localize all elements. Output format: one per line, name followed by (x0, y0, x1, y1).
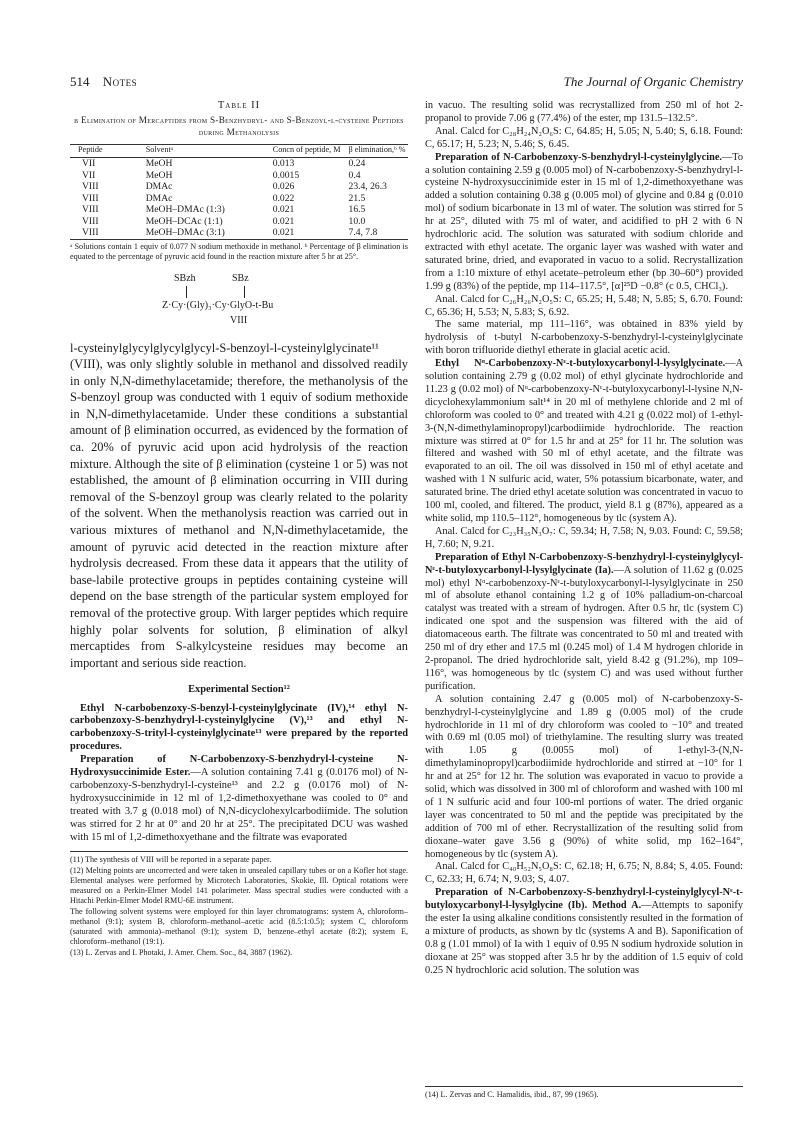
footnote-rule (425, 1086, 743, 1087)
right-column (425, 100, 743, 978)
paragraph: Anal. Calcd for C₂₆H₂₆N₂O₅S: C, 65.25; H, 5.48; N, 5.85; S, 6.70. Found: C, 65.36; H, 5.53; N, 5.83; S, 6.92. (425, 293, 743, 318)
cell: 0.013 (272, 158, 295, 169)
cell: 0.021 (272, 215, 295, 227)
cell: VII (82, 158, 96, 169)
paragraph (425, 358, 743, 526)
procedure-text: —A solution of 11.62 g (0.025 mol) ethyl Nᵅ-carbobenzoxy-Nᵋ-t-butyloxycarbonyl-l-lysylglycinate in 250 ml of absolute ethanol containing 1.2 g of 10% palladium-on-charcoal catalyst was treated with a stream of hydrogen. After 0.5 hr, tlc (system C) indicated one spot and the suspension was filtered with the aid of diatomaceous earth. The filtrate was concentrated to 50 ml and treated with 250 ml of dry ether and 17.5 ml (0.245 mol) of 1.4 M hydrogen chloride in 2-propanol. The dried hydrochloride salt, yield 8.42 g (91.2%), mp 109–116°, was homogeneous by tlc (system C) and was used without further purification. (425, 564, 744, 692)
bond-line (244, 286, 245, 298)
paragraph: in vacuo. The resulting solid was recrystallized from 250 ml of hot 2-propanol to provide 7.06 g (77.4%) of the ester, mp 131.5–132.5°. (425, 100, 743, 124)
experimental-text (70, 703, 408, 845)
paragraph: Anal. Calcd for C₂₈H₂₄N₂O₆S: C, 64.85; H, 5.05; N, 5.40; S, 6.18. Found: C, 65.17; H, 5.23; N, 5.46; S, 6.45. (425, 125, 743, 150)
table-header-row (70, 145, 408, 158)
footnote: (13) L. Zervas and I. Photaki, J. Amer. Chem. Soc., 84, 3887 (1962). (70, 947, 293, 957)
paragraph: A solution containing 2.47 g (0.005 mol) of N-carbobenzoxy-S-benzhydryl-l-cysteinylglycine and 1.89 g (0.005 mol) of the crude hydrochloride in 11 ml of dry chloroform was cooled to −10° and treated with 0.69 ml (0.05 mol) of triethylamine. The resulting slurry was treated with 1.05 g (0.0055 mol) of 1-ethyl-3-(N,N-dimethylaminopropyl)carbodiimide hydrochloride and stirred at −10° for 1 hr and at 25° for 12 hr. The solution was evaporated in vacuo to provide a solid, which was dissolved in 300 ml of chloroform and washed with 100 ml of 1 N sulfuric acid and four 100-ml portions of water. The dried organic layer was concentrated to 50 ml and the peptide was precipitated by the addition of 700 ml of ether. Recrystallization of the resulting solid from dioxane–water gave 3.56 g (90%) of white solid, mp 162–164°, homogeneous by tlc (system A). (425, 693, 743, 860)
cell: MeOH (145, 169, 173, 181)
cell: 0.021 (272, 204, 295, 215)
chemical-structure (70, 272, 408, 334)
cell: DMAc (145, 192, 173, 204)
cell: 0.24 (348, 158, 366, 169)
structure-formula: Z·Cy·(Gly)₃·Cy·GlyO-t-Bu (162, 299, 274, 311)
journal-name: The Journal of Organic Chemistry (563, 74, 743, 89)
cell: 0.021 (272, 227, 295, 238)
section-name: Notes (102, 74, 138, 89)
procedure-title: Ethyl Nᵅ-Carbobenzoxy-Nᵋ-t-butyloxycarbonyl-l-lysylglycinate. (435, 358, 726, 370)
cell: VIII (82, 215, 99, 227)
cell: MeOH (145, 158, 173, 169)
paragraph: Anal. Calcd for C₂₃H₃₅N₃O₇: C, 59.34; H, 7.58; N, 9.03. Found: C, 59.58; H, 7.60; N, 9.21. (425, 525, 743, 550)
table-caption (70, 100, 408, 138)
procedure-title: Preparation of Ethyl N-Carbobenzoxy-S-benzhydryl-l-cysteinylglycyl-Nᵋ-t-butyloxycarbonyl-l-lysylglycinate (Ia). (425, 551, 743, 576)
footnote: The following solvent systems were employed for thin layer chromatograms: system A, chloroform–methanol (9:1); system B, chloroform–methanol–acetic acid (8.5:1:0.5); system C, chloroform (saturated with ammonia)–methanol (9:1); system D, benzene–ethyl acetate (8:2); system E, chloroform–methanol (19:1). (70, 906, 408, 946)
paragraph (425, 152, 743, 294)
table-row (70, 193, 408, 205)
cell: MeOH–DCAc (1:1) (145, 215, 223, 227)
procedure-text: —To a solution containing 2.59 g (0.005 mol) of N-carbobenzoxy-S-benzhydryl-l-cysteine N-hydroxysuccinimide ester in 15 ml of 1,2-dimethoxyethane was added a solution containing 0.38 g (0.005 mol) of glycine and 0.84 g (0.010 mol) of sodium bicarbonate in 13 ml of water. The solution was stirred for 5 hr at 25°, diluted with 75 ml of water, and acidified to pH 2 with 6 N hydrochloric acid. The solution was saturated with sodium chloride and extracted with ethyl acetate. The organic layer was washed with water and saturated brine, dried, and evaporated in vacuo to a solid. Recrystallization from a 1:10 mixture of ethyl acetate–petroleum ether (bp 30–60°) provided 1.99 g (83%) of the peptide, mp 114–117.5°, [α]²⁵D −0.8° (c 0.5, CHCl₃). (425, 151, 743, 292)
paragraph (70, 754, 408, 844)
data-table (70, 144, 408, 240)
cell: 23.4, 26.3 (348, 181, 387, 192)
cell: VIII (82, 192, 99, 204)
col-header: Peptide (78, 145, 103, 154)
table-row (70, 181, 408, 193)
cell: 0.022 (272, 192, 295, 204)
col-header: β elimination,ᵇ % (348, 145, 406, 154)
cell: VIII (82, 181, 99, 192)
structure-substituent: SBz (232, 272, 249, 284)
paragraph (425, 887, 743, 977)
col-header: Solventᵃ (145, 145, 173, 154)
table-row (70, 227, 408, 239)
structure-label: VIII (230, 314, 248, 326)
right-footnotes (425, 1086, 743, 1101)
procedure-title: Preparation of N-Carbobenzoxy-S-benzhydryl-l-cysteine N-Hydroxysuccinimide Ester. (70, 754, 408, 779)
table-row (70, 204, 408, 216)
cell: VIII (82, 204, 99, 215)
procedure-title: Preparation of N-Carbobenzoxy-S-benzhydryl-l-cysteinylglycyl-Nᵋ-t-butyloxycarbonyl-l-lysylglycine (Ib). Method A. (425, 887, 743, 912)
cell: 7.4, 7.8 (348, 227, 378, 238)
cell: 10.0 (348, 215, 366, 227)
footnotes (70, 855, 408, 958)
cell: 21.5 (348, 192, 366, 204)
paragraph: Anal. Calcd for C₄₀H₅₂N₅O₈S: C, 62.18; H, 6.75; N, 8.84; S, 4.05. Found: C, 62.33; H, 6.74; N, 9.03; S, 4.07. (425, 861, 743, 886)
paragraph: The same material, mp 111–116°, was obtained in 83% yield by hydrolysis of t-butyl N-carbobenzoxy-S-benzhydryl-l-cysteinylglycinate with boron trifluoride diethyl etherate in glacial acetic acid. (425, 319, 743, 357)
cell: VII (82, 169, 96, 181)
structure-substituent: SBzh (174, 272, 196, 284)
procedure-text: —Attempts to saponify the ester Ia using alkaline conditions consistently resulted in the formation of a mixture of products, as shown by tlc (systems A and B). Saponification of 0.8 g (1.01 mmol) of Ia with 1 equiv of 0.95 N sodium hydroxide solution in dioxane at 25° was stopped after 3.5 hr by the addition of 1.5 equiv of cold 0.25 N hydrochloric acid solution. The solution was (425, 900, 743, 976)
table-number: Table II (217, 100, 261, 111)
left-column (70, 100, 408, 959)
cell: 0.4 (348, 169, 361, 181)
paragraph: l-cysteinylglycylglycylglycyl-S-benzoyl-l-cysteinylglycinate¹¹ (VIII), was only slightly soluble in methanol and dissolved readily in only N,N-dimethylacetamide; therefore, the methanolysis of the S-benzoyl group was conducted with 1 equiv of sodium methoxide in N,N-dimethylacetamide. Under these conditions a substantial amount of β elimination occurred, as evidenced by the formation of ca. 20% of pyruvic acid upon acid hydrolysis of the reaction mixture. Although the site of β elimination (cysteine 1 or 5) was not established, the amount of β elimination occurring in VIII during removal of the S-benzoyl group was clearly related to the polarity of the solvent. When the methanolysis reaction was carried out in various mixtures of methanol and N,N-dimethylacetamide, the amount of pyruvic acid detected in the reaction mixture after hydrolysis decreased. From these data it appears that the utility of base-labile protective groups in peptides containing cysteine will depend on the base strength of the particular system employed for removal of the protective group. With larger peptides which require highly polar solvents for solution, β elimination of alkyl mercaptides from S-alkylcysteine residues may become an important and serious side reaction. (70, 340, 408, 670)
procedure-text: —A solution containing 2.79 g (0.02 mol) of ethyl glycinate hydrochloride and 11.23 g (0.02 mol) of Nᵅ-carbobenzoxy-Nᵋ-t-butyloxycarbonyl-l-lysine N,N-dicyclohexylammonium salt¹⁴ in 20 ml of methylene chloride and 2 ml of chloroform was cooled to 0° and treated with 4.21 g (0.022 mol) of 1-ethyl-3-(N,N-dimethylaminopropyl)carbodiimide hydrochloride. The reaction mixture was stirred at 0° for 1.5 hr and at 25° for 11 hr. The solution was filtered and washed with 50 ml of ethyl acetate, and the filtrate was evaporated to an oil. The oil was dissolved in 150 ml of ethyl acetate and washed with 1 N sulfuric acid, water, 5% potassium bicarbonate, water, and saturated brine. The dried ethyl acetate solution was concentrated in vacuo to 100 ml, cooled, and filtered. The product, yield 8.1 g (87%), appeared as a white solid, mp 110.5–112°, homogeneous by tlc (system A). (425, 358, 743, 524)
paragraph (425, 552, 743, 694)
page-number: 514 (70, 74, 90, 89)
footnote: (12) Melting points are uncorrected and were taken in unsealed capillary tubes or on a Kofler hot stage. Elemental analyses were performed by Microtech Laboratories, Skokie, Ill. Optical rotations were measured on a Perkin-Elmer Model 141 polarimeter. Mass spectral studies were conducted with a Hitachi Perkin-Elmer Model RMU-6E instrument. (70, 865, 408, 905)
procedure-text: —A solution containing 7.41 g (0.0176 mol) of N-carbobenzoxy-S-benzhydryl-l-cysteine¹³ and 2.2 g (0.0176 mol) of N-hydroxysuccinimide in 12 ml of 1,2-dimethoxyethane was cooled to 0° and treated with 3.7 g (0.018 mol) of N,N-dicyclohexylcarbodiimide. The solution was stirred for 2 hr at 0° and 20 hr at 25°. The precipitated DCU was washed with 15 ml of 1,2-dimethoxyethane and the filtrate was evaporated (70, 767, 409, 843)
table-row (70, 170, 408, 182)
table-footnote: ᵃ Solutions contain 1 equiv of 0.077 N sodium methoxide in methanol. ᵇ Percentage of β elimination is equated to the percentage of pyruvic acid found in the reaction mixture after 5 hr at 25°. (70, 241, 408, 261)
table-title: β Elimination of Mercaptides from S-Benzhydryl- and S-Benzoyl-l-cysteine Peptides during Methanolysis (74, 115, 404, 137)
footnote: (14) L. Zervas and C. Hamalidis, ibid., 87, 99 (1965). (425, 1090, 599, 1099)
footnote: (11) The synthesis of VIII will be reported in a separate paper. (70, 854, 272, 864)
discussion-text (70, 340, 408, 672)
table-row (70, 216, 408, 228)
cell: MeOH–DMAc (1:3) (145, 204, 225, 215)
cell: 0.0015 (272, 169, 300, 181)
header-left (70, 74, 137, 90)
procedure-title: Preparation of N-Carbobenzoxy-S-benzhydryl-l-cysteinylglycine. (435, 151, 722, 163)
cell: 0.026 (272, 181, 295, 192)
footnote-rule (70, 851, 408, 852)
cell: DMAc (145, 181, 173, 192)
paragraph: Ethyl N-carbobenzoxy-S-benzyl-l-cysteinylglycinate (IV),¹⁴ ethyl N-carbobenzoxy-S-benzhydryl-l-cysteinylglycine (V),¹³ and ethyl N-carbobenzoxy-S-trityl-l-cysteinylglycinate¹³ were prepared by the reported procedures. (70, 702, 408, 753)
running-header (70, 74, 743, 92)
cell: 16.5 (348, 204, 366, 215)
col-header: Concn of peptide, M (272, 145, 341, 154)
bond-line (186, 286, 187, 298)
cell: VIII (82, 227, 99, 238)
table-row (70, 158, 408, 170)
cell: MeOH–DMAc (3:1) (145, 227, 225, 238)
section-title: Experimental Section¹² (188, 684, 290, 696)
